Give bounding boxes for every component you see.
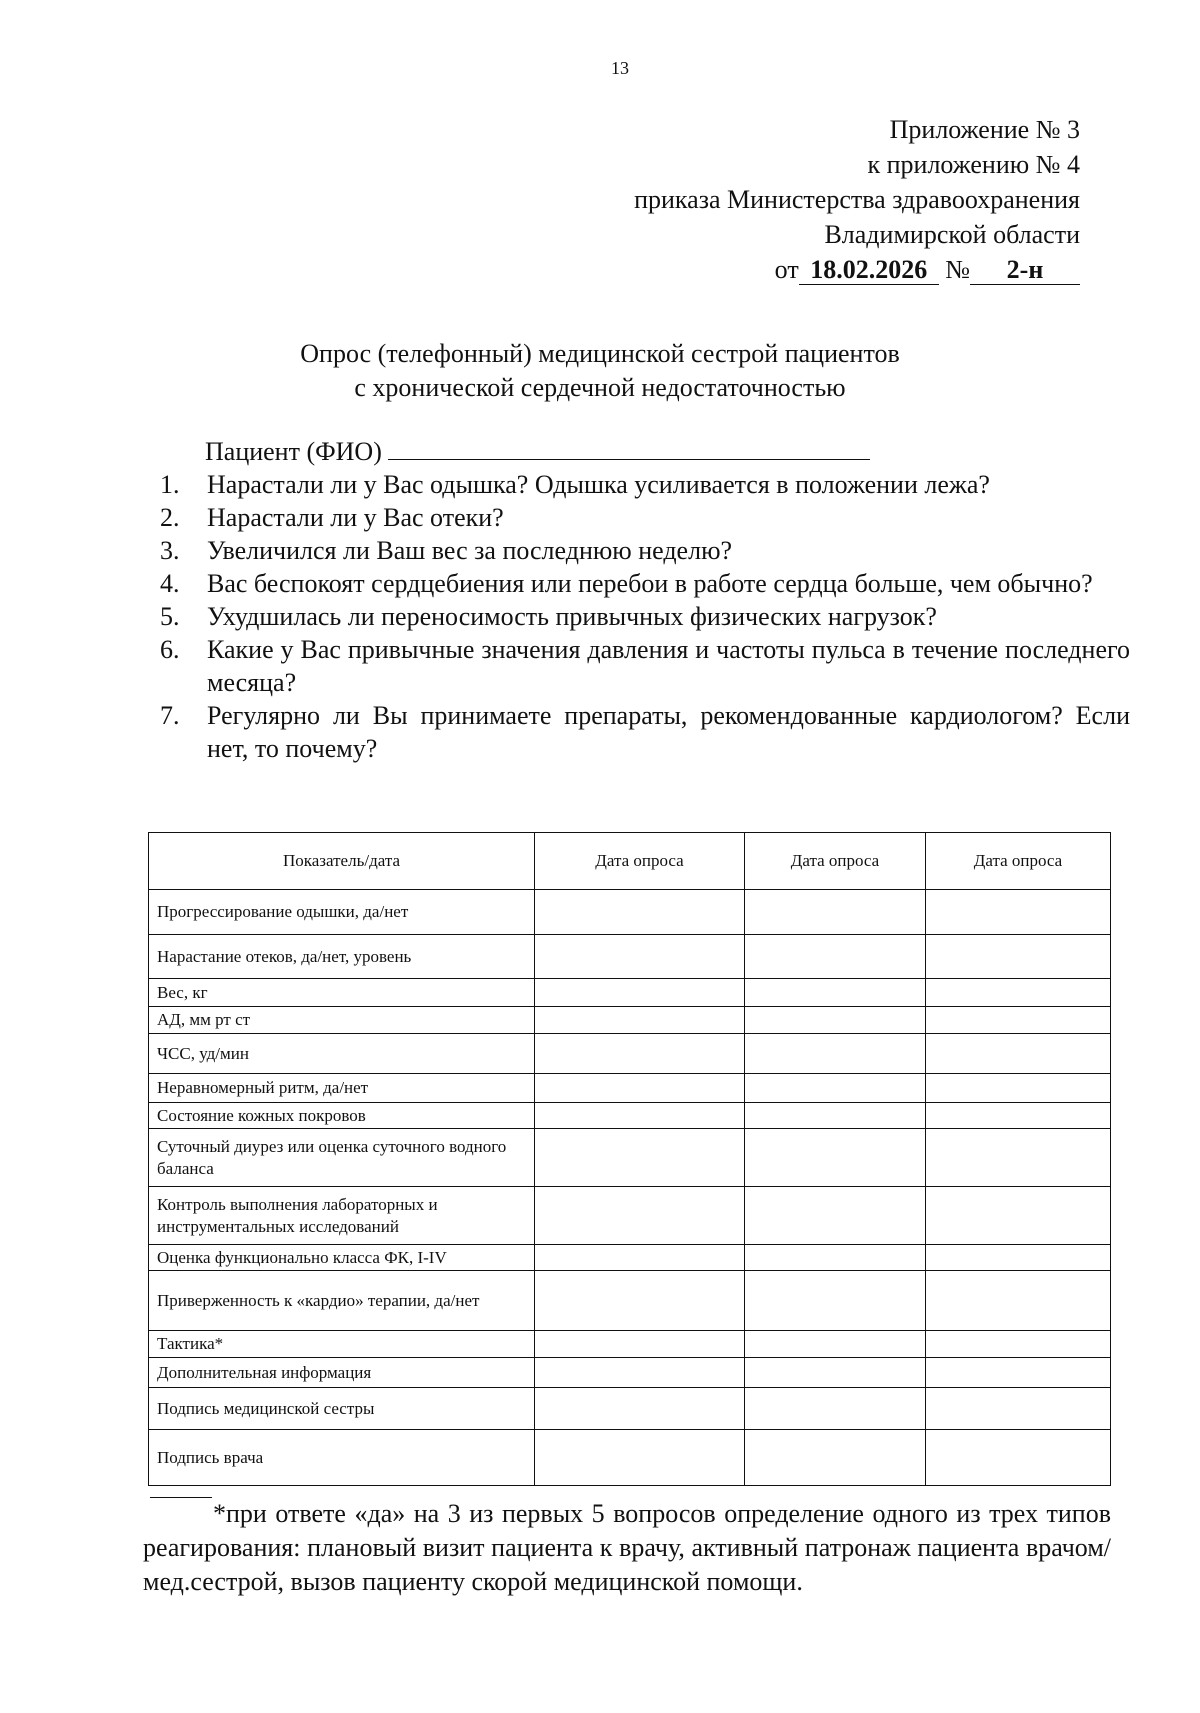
table-cell[interactable] bbox=[535, 1187, 745, 1245]
table-cell[interactable] bbox=[926, 1074, 1111, 1103]
table-cell[interactable] bbox=[926, 979, 1111, 1007]
table-row bbox=[149, 1034, 1111, 1074]
row-label: Нарастание отеков, да/нет, уровень bbox=[149, 935, 535, 979]
table-cell[interactable] bbox=[745, 1358, 926, 1388]
table-row bbox=[149, 1271, 1111, 1331]
table-cell[interactable] bbox=[926, 1034, 1111, 1074]
question-text: Какие у Вас привычные значения давления и частоты пульса в течение последнего месяца? bbox=[207, 635, 1130, 697]
table-row bbox=[149, 890, 1111, 935]
table-header-date-3: Дата опроса bbox=[926, 833, 1111, 890]
table-cell[interactable] bbox=[926, 1331, 1111, 1358]
table-cell[interactable] bbox=[745, 1271, 926, 1331]
order-line bbox=[634, 252, 1080, 287]
table-cell[interactable] bbox=[535, 1034, 745, 1074]
table-cell[interactable] bbox=[926, 1245, 1111, 1271]
question-text: Вас беспокоят сердцебиения или перебои в работе сердца больше, чем обычно? bbox=[207, 569, 1093, 598]
table-cell[interactable] bbox=[926, 1358, 1111, 1388]
page-number: 13 bbox=[611, 58, 629, 78]
table-cell[interactable] bbox=[535, 935, 745, 979]
row-label: Приверженность к «кардио» терапии, да/нет bbox=[149, 1271, 535, 1331]
survey-table bbox=[148, 832, 1111, 1486]
question-number: 4. bbox=[160, 569, 180, 598]
row-label: АД, мм рт ст bbox=[149, 1007, 535, 1034]
table-cell[interactable] bbox=[926, 1271, 1111, 1331]
table-header-date-1: Дата опроса bbox=[535, 833, 745, 890]
patient-field bbox=[205, 435, 870, 467]
question-text: Нарастали ли у Вас одышка? Одышка усиливается в положении лежа? bbox=[207, 470, 990, 499]
table-cell[interactable] bbox=[926, 1129, 1111, 1187]
table-cell[interactable] bbox=[745, 1074, 926, 1103]
table-row bbox=[149, 1358, 1111, 1388]
document-title bbox=[250, 337, 950, 405]
table-header-date-2: Дата опроса bbox=[745, 833, 926, 890]
table-row bbox=[149, 1103, 1111, 1129]
table-row bbox=[149, 979, 1111, 1007]
table-cell[interactable] bbox=[745, 979, 926, 1007]
table-header-indicator: Показатель/дата bbox=[149, 833, 535, 890]
table-row bbox=[149, 1388, 1111, 1430]
question-number: 2. bbox=[160, 503, 180, 532]
table-cell[interactable] bbox=[535, 890, 745, 935]
table-cell[interactable] bbox=[745, 935, 926, 979]
appendix-line-4: Владимирской области bbox=[824, 220, 1080, 249]
question-text: Нарастали ли у Вас отеки? bbox=[207, 503, 504, 532]
table-cell[interactable] bbox=[745, 1007, 926, 1034]
table-cell[interactable] bbox=[535, 1331, 745, 1358]
table-cell[interactable] bbox=[926, 1430, 1111, 1486]
appendix-line-1: Приложение № 3 bbox=[889, 115, 1080, 144]
row-label: Оценка функционально класса ФК, I-IV bbox=[149, 1245, 535, 1271]
question-number: 6. bbox=[160, 635, 180, 664]
table-cell[interactable] bbox=[535, 1430, 745, 1486]
table-cell[interactable] bbox=[745, 1331, 926, 1358]
row-label: Подпись медицинской сестры bbox=[149, 1388, 535, 1430]
table-cell[interactable] bbox=[535, 1271, 745, 1331]
row-label: Контроль выполнения лабораторных и инструментальных исследований bbox=[149, 1187, 535, 1245]
appendix-line-2: к приложению № 4 bbox=[867, 150, 1080, 179]
question-item bbox=[160, 501, 1130, 534]
question-item bbox=[160, 633, 1130, 699]
table-cell[interactable] bbox=[745, 1430, 926, 1486]
table-cell[interactable] bbox=[745, 890, 926, 935]
question-item bbox=[160, 534, 1130, 567]
table-cell[interactable] bbox=[745, 1103, 926, 1129]
row-label: Суточный диурез или оценка суточного водного баланса bbox=[149, 1129, 535, 1187]
questions-list bbox=[160, 468, 1130, 765]
row-label: Вес, кг bbox=[149, 979, 535, 1007]
row-label: Тактика* bbox=[149, 1331, 535, 1358]
table-row bbox=[149, 1074, 1111, 1103]
table-cell[interactable] bbox=[745, 1034, 926, 1074]
title-line-2: с хронической сердечной недостаточностью bbox=[354, 373, 846, 402]
table-cell[interactable] bbox=[535, 1007, 745, 1034]
table-row bbox=[149, 1007, 1111, 1034]
table-cell[interactable] bbox=[535, 1388, 745, 1430]
table-cell[interactable] bbox=[926, 1388, 1111, 1430]
table-row bbox=[149, 1129, 1111, 1187]
title-line-1: Опрос (телефонный) медицинской сестрой пациентов bbox=[300, 339, 900, 368]
question-text: Ухудшилась ли переносимость привычных физических нагрузок? bbox=[207, 602, 937, 631]
table-row bbox=[149, 1187, 1111, 1245]
table-cell[interactable] bbox=[926, 1187, 1111, 1245]
table-cell[interactable] bbox=[535, 1074, 745, 1103]
table-row bbox=[149, 1245, 1111, 1271]
order-number-label: № bbox=[945, 255, 970, 284]
patient-name-blank bbox=[388, 435, 870, 460]
footnote: *при ответе «да» на 3 из первых 5 вопросов определение одного из трех типов реагирования: плановый визит пациента к врачу, активный патронаж пациента врачом/мед.сестрой, вызов пациенту скорой медицинской помощи. bbox=[143, 1499, 1111, 1596]
appendix-line-3: приказа Министерства здравоохранения bbox=[634, 185, 1080, 214]
question-item bbox=[160, 699, 1130, 765]
table-cell[interactable] bbox=[745, 1245, 926, 1271]
row-label: Прогрессирование одышки, да/нет bbox=[149, 890, 535, 935]
table-cell[interactable] bbox=[745, 1187, 926, 1245]
table-cell[interactable] bbox=[926, 935, 1111, 979]
row-label: Подпись врача bbox=[149, 1430, 535, 1486]
table-row bbox=[149, 1331, 1111, 1358]
row-label: Неравномерный ритм, да/нет bbox=[149, 1074, 535, 1103]
table-row bbox=[149, 1430, 1111, 1486]
table-cell[interactable] bbox=[926, 1103, 1111, 1129]
table-cell[interactable] bbox=[535, 1245, 745, 1271]
row-label: Состояние кожных покровов bbox=[149, 1103, 535, 1129]
question-number: 7. bbox=[160, 701, 180, 730]
question-number: 3. bbox=[160, 536, 180, 565]
row-label: ЧСС, уд/мин bbox=[149, 1034, 535, 1074]
table-cell[interactable] bbox=[535, 979, 745, 1007]
table-cell[interactable] bbox=[535, 1129, 745, 1187]
table-cell[interactable] bbox=[926, 1007, 1111, 1034]
order-number: 2-н bbox=[970, 256, 1080, 285]
patient-label: Пациент (ФИО) bbox=[205, 437, 382, 466]
table-cell[interactable] bbox=[745, 1388, 926, 1430]
table-row bbox=[149, 935, 1111, 979]
question-item bbox=[160, 468, 1130, 501]
order-prefix: от bbox=[774, 255, 799, 284]
table-cell[interactable] bbox=[926, 890, 1111, 935]
table-cell[interactable] bbox=[535, 1358, 745, 1388]
table-cell[interactable] bbox=[535, 1103, 745, 1129]
question-text: Регулярно ли Вы принимаете препараты, рекомендованные кардиологом? Если нет, то почему? bbox=[207, 701, 1130, 763]
question-number: 5. bbox=[160, 602, 180, 631]
question-number: 1. bbox=[160, 470, 180, 499]
table-header-row bbox=[149, 833, 1111, 890]
question-item bbox=[160, 567, 1130, 600]
question-item bbox=[160, 600, 1130, 633]
table-cell[interactable] bbox=[745, 1129, 926, 1187]
question-text: Увеличился ли Ваш вес за последнюю неделю? bbox=[207, 536, 733, 565]
row-label: Дополнительная информация bbox=[149, 1358, 535, 1388]
order-date: 18.02.2026 bbox=[799, 256, 939, 285]
appendix-header bbox=[634, 112, 1080, 287]
